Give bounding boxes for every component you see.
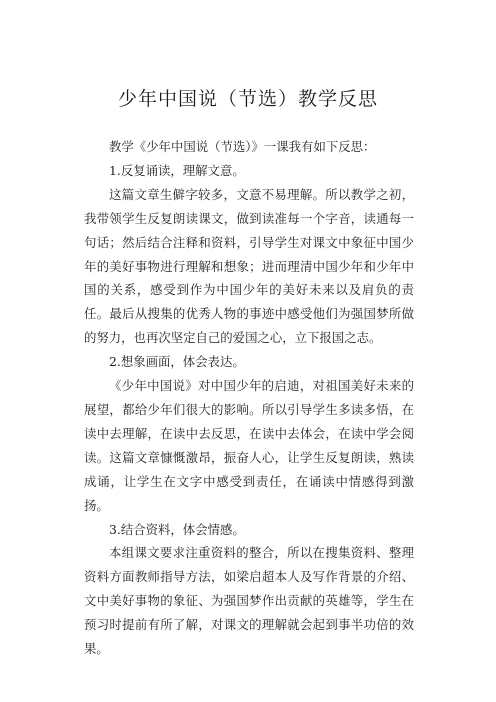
section-heading-1: 1.反复诵读，理解文意。	[109, 162, 245, 178]
paragraph-section-1: 这篇文章生僻字较多，文意不易理解。所以教学之初，我带领学生反复朗读课文，做到读准每一个字音，读通每一句话；然后结合注释和资料，引导学生对课文中象征中国少年的美好事物进行理解和想象；进而理清中国少年和少年中国的关系，感受到作为中国少年的美好未来以及肩负的责任。最后从搜集的优秀人物的事迹中感受他们为强国梦所做的努力，也再次坚定自己的爱国之心，立下报国之志。	[84, 186, 414, 346]
paragraph-intro: 教学《少年中国说（节选）》一课我有如下反思：	[109, 139, 376, 154]
paragraph-section-2: 《少年中国说》对中国少年的启迪，对祖国美好未来的展望，都给少年们很大的影响。所以引导学生多读多悟，在读中去理解，在读中去反思，在读中去体会，在读中学会阅读。这篇文章慷慨激昂，振奋人心，让学生反复朗读，熟读成诵，让学生在文字中感受到责任，在诵读中情感得到激扬。	[84, 378, 414, 513]
document-title: 少年中国说（节选）教学反思	[117, 88, 378, 110]
section-heading-3: 3.结合资料，体会情感。	[109, 521, 245, 537]
section-heading-2: 2.想象画面，体会表达。	[109, 354, 245, 370]
paragraph-section-3: 本组课文要求注重资料的整合，所以在搜集资料、整理资料方面教师指导方法，如梁启超本人及写作背景的介绍、文中美好事物的象征、为强国梦作出贡献的英雄等，学生在预习时提前有所了解，对课文的理解就会起到事半功倍的效果。	[84, 545, 414, 657]
document-body	[84, 135, 414, 661]
